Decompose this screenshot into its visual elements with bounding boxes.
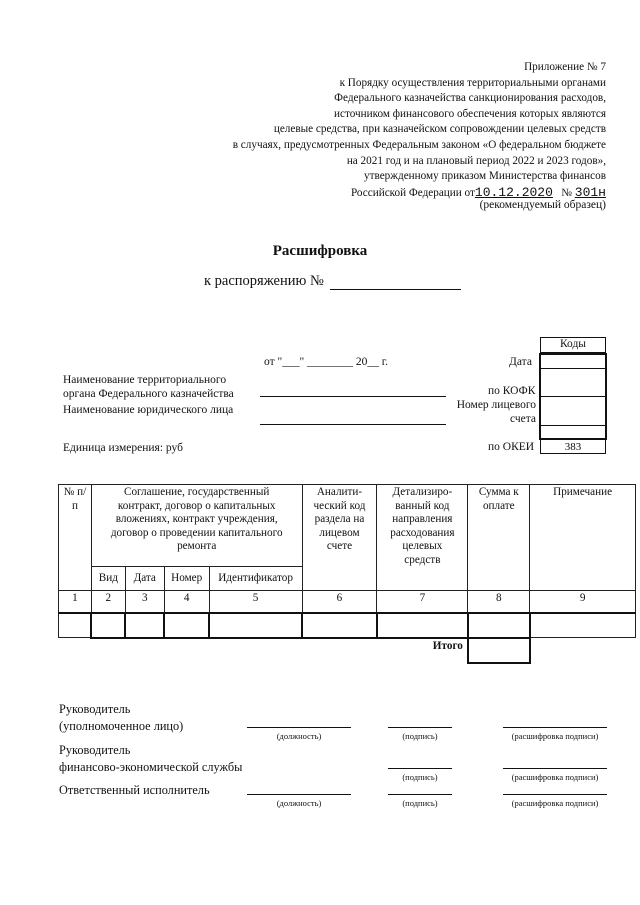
- codes-divider: [541, 396, 605, 397]
- header-line: утвержденному приказом Министерства финансов: [364, 170, 606, 183]
- order-number: 301н: [574, 184, 606, 200]
- legal-field[interactable]: [260, 424, 446, 425]
- decode-caption: (расшифровка подписи): [511, 731, 599, 741]
- table-row[interactable]: [59, 613, 636, 638]
- col-agreement-header: Соглашение, государственный контракт, договор о капитальных вложениях, контракт учреждения, договор о проведении капитального ремонта: [91, 485, 302, 567]
- head-decode-field[interactable]: [503, 727, 607, 728]
- signature-caption: (подпись): [402, 798, 438, 808]
- subtitle: к распоряжению №: [204, 273, 324, 289]
- sub-date-header: Дата: [125, 567, 164, 591]
- col-no-header: № п/п: [59, 485, 92, 591]
- okei-label: по ОКЕИ: [488, 441, 535, 453]
- okei-code: 383: [564, 441, 582, 453]
- exec-signature-field[interactable]: [388, 794, 452, 795]
- decode-caption: (расшифровка подписи): [511, 798, 599, 808]
- header-line: на 2021 год и на плановый период 2022 и 2023 годов»,: [346, 154, 606, 167]
- col-num: 8: [468, 591, 530, 613]
- table-cell: [530, 638, 636, 663]
- col-sum-header: Сумма к оплате: [468, 485, 530, 591]
- col-note-header: Примечание: [530, 485, 636, 591]
- sub-number-header: Номер: [164, 567, 209, 591]
- header-line: в случаях, предусмотренных Федеральным законом «О федеральном бюджете: [232, 138, 606, 151]
- col-num: 5: [209, 591, 302, 613]
- fin-signature-field[interactable]: [388, 768, 452, 769]
- codes-divider: [541, 425, 605, 426]
- total-row: [59, 638, 636, 663]
- order-number-line[interactable]: [330, 289, 461, 290]
- org-label: Наименование территориального органа Федерального казначейства: [63, 374, 234, 400]
- order-date: 10.12.2020: [474, 184, 553, 200]
- codes-divider: [541, 368, 605, 369]
- head-label: Руководитель (уполномоченное лицо): [59, 702, 184, 733]
- header-line: источником финансового обеспечения которых являются: [334, 107, 606, 120]
- position-caption: (должность): [276, 731, 322, 741]
- kofk-label: по КОФК: [488, 385, 536, 397]
- exec-decode-field[interactable]: [503, 794, 607, 795]
- header-line: Федерального казначейства санкционирования расходов,: [334, 92, 606, 105]
- total-cell[interactable]: [468, 638, 530, 663]
- col-num: 4: [164, 591, 209, 613]
- signature-caption: (подпись): [402, 772, 438, 782]
- col-num: 3: [125, 591, 164, 613]
- table-cell[interactable]: [302, 613, 377, 638]
- table-cell[interactable]: [164, 613, 209, 638]
- head-position-field[interactable]: [247, 727, 351, 728]
- decode-caption: (расшифровка подписи): [511, 772, 599, 782]
- table-cell[interactable]: [125, 613, 164, 638]
- col-analytic-header: Аналити-ческий код раздела на лицевом счете: [302, 485, 377, 591]
- codes-header: Коды: [559, 338, 587, 350]
- account-label: Номер лицевого счета: [456, 399, 536, 425]
- exec-position-field[interactable]: [247, 794, 351, 795]
- date-line: от "___" ________ 20__ г.: [264, 356, 389, 368]
- date-label: Дата: [509, 356, 532, 368]
- table-cell[interactable]: [377, 613, 468, 638]
- table-cell[interactable]: [209, 613, 302, 638]
- decoding-table: [58, 484, 636, 664]
- col-num: 7: [377, 591, 468, 613]
- legal-label: Наименование юридического лица: [63, 404, 234, 416]
- table-cell[interactable]: [530, 613, 636, 638]
- position-caption: (должность): [276, 798, 322, 808]
- signature-caption: (подпись): [402, 731, 438, 741]
- table-cell[interactable]: [468, 613, 530, 638]
- fin-head-label: Руководитель финансово-экономической службы: [59, 743, 243, 774]
- page-title: Расшифровка: [272, 243, 368, 259]
- org-field[interactable]: [260, 396, 446, 397]
- table-cell[interactable]: [59, 613, 92, 638]
- column-numbers-row: [59, 591, 636, 613]
- header-order-line: Российской Федерации от10.12.2020 № 301н: [350, 184, 606, 200]
- col-detail-header: Детализиро-ванный код направления расходования целевых средств: [377, 485, 468, 591]
- sample-note: (рекомендуемый образец): [479, 199, 606, 211]
- exec-label: Ответственный исполнитель: [59, 783, 210, 797]
- header-line: к Порядку осуществления территориальными органами: [339, 76, 606, 89]
- col-num: 6: [302, 591, 377, 613]
- appendix-header: [233, 60, 606, 201]
- sub-id-header: Идентификатор: [209, 567, 302, 591]
- col-num: 2: [91, 591, 125, 613]
- head-signature-field[interactable]: [388, 727, 452, 728]
- col-num: 9: [530, 591, 636, 613]
- fin-decode-field[interactable]: [503, 768, 607, 769]
- col-num: 1: [59, 591, 92, 613]
- header-line: целевые средства, при казначейском сопровождении целевых средств: [273, 123, 606, 136]
- header-line: Приложение № 7: [524, 61, 606, 73]
- unit-label: Единица измерения: руб: [63, 442, 183, 454]
- table-cell[interactable]: [91, 613, 125, 638]
- total-label: Итого: [432, 639, 463, 652]
- sub-type-header: Вид: [91, 567, 125, 591]
